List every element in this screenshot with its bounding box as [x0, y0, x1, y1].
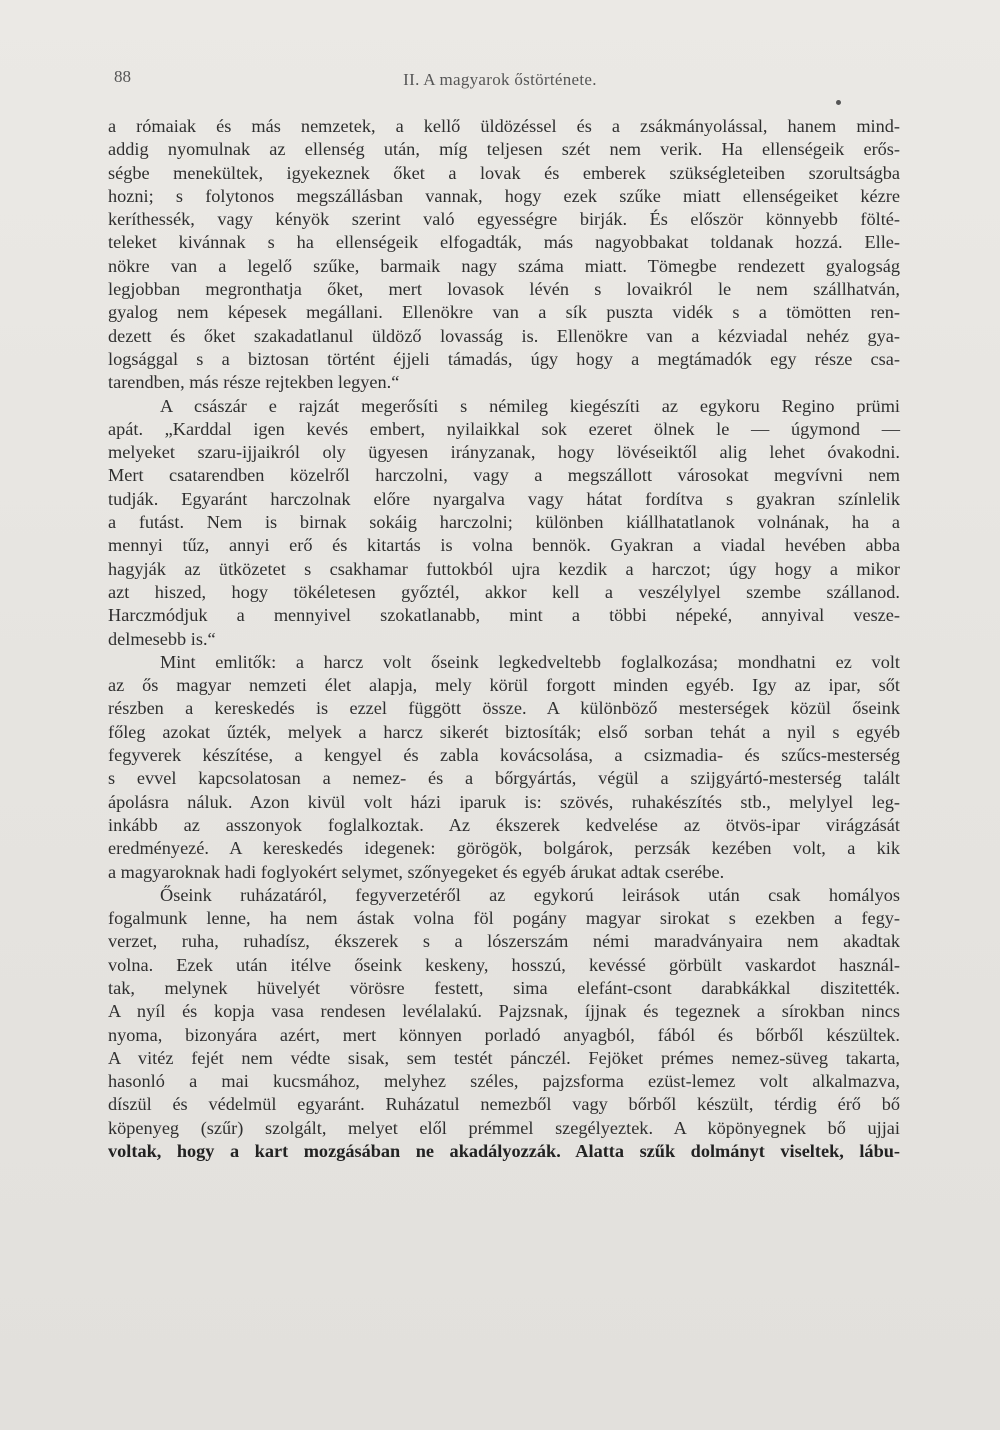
ink-speck	[836, 100, 841, 105]
text-line: főleg azokat űzték, melyek a harcz sikerét biztosíták; első sorban tehát a nyil s egyéb	[108, 721, 900, 742]
text-line: tudják. Egyaránt harczolnak előre nyargalva vagy hátat fordítva s gyakran színlelik	[108, 488, 900, 509]
body-text	[108, 115, 900, 1163]
text-line: eredményezé. A kereskedés idegenek: görögök, bolgárok, perzsák kezében volt, a kik	[108, 838, 900, 859]
text-line: a magyaroknak hadi foglyokért selymet, szőnyegeket és egyéb árukat adtak cserébe.	[108, 861, 725, 882]
text-line: melyeket szaru-ijjaikról oly ügyesen irányzanak, hogy lövéseiktől alig lehet óvakodni.	[108, 442, 900, 463]
text-line: az ős magyar nemzeti élet alapja, mely körül forgott minden egyéb. Igy az ipar, sőt	[108, 675, 900, 696]
text-line: a rómaiak és más nemzetek, a kellő üldözéssel és a zsákmányolással, hanem mind-	[108, 116, 900, 136]
text-line: mennyi tűz, annyi erő és kitartás is volna bennök. Gyakran a viadal hevében abba	[108, 535, 900, 556]
text-line: Őseink ruházatáról, fegyverzetéről az egykorú leirások után csak homályos	[160, 884, 900, 905]
text-line: legjobban megronthatja őket, mert lovasok lévén s lovaikról le nem szállhatván,	[108, 279, 900, 300]
text-line: keríthessék, vagy kényök szerint való egyességre birják. És először könnyebb fölté-	[108, 209, 900, 230]
text-line: apát. „Karddal igen kevés embert, nyilaikkal sok ezeret ölnek le — úgymond —	[108, 418, 900, 439]
text-line: ápolásra náluk. Azon kivül volt házi iparuk is: szövés, ruhakészítés stb., melylyel leg-	[108, 791, 900, 812]
text-line: köpenyeg (szűr) szolgált, melyet elől prémmel szegélyeztek. A köpönyegnek bő ujjai	[108, 1117, 900, 1138]
text-line: Harczmódjuk a mennyivel szokatlanabb, mint a többi népeké, annyival vesze-	[108, 605, 900, 626]
text-line: delmesebb is.“	[108, 628, 216, 649]
text-line: teleket kivánnak s ha ellenségeik elfogadták, más nagyobbakat toldanak hozzá. Elle-	[108, 232, 900, 253]
text-line: ségbe menekültek, igyekeznek őket a lovak és emberek szükségleteiben szorultságba	[108, 162, 900, 183]
text-line: A császár e rajzát megerősíti s némileg kiegészíti az egykoru Regino prümi	[160, 395, 900, 416]
text-line: tak, melynek hüvelyét vörösre festett, sima elefánt-csont darabkákkal diszitették.	[108, 977, 900, 998]
text-line: gyalog nem képesek megállani. Ellenökre van a sík puszta vidék s a tömötten ren-	[108, 302, 900, 323]
text-line: nyoma, bizonyára azért, mert könnyen porladó anyagból, fából és bőrből készültek.	[108, 1024, 900, 1045]
text-line: részben a kereskedés is ezzel függött össze. A különböző mesterségek közül őseink	[108, 698, 900, 719]
text-line: azt hiszed, hogy tökéletesen győztél, akkor kell a veszélylyel szembe szállanod.	[108, 581, 900, 602]
text-line: tarendben, más része rejtekben legyen.“	[108, 372, 400, 393]
text-line: addig nyomulnak az ellenség után, míg teljesen szét nem verik. Ha ellenségeik erős-	[108, 139, 900, 160]
text-line: nökre van a legelő szűke, barmaik nagy száma miatt. Tömegbe rendezett gyalogság	[108, 255, 900, 276]
text-line: hasonló a mai kucsmához, melyhez széles, pajzsforma ezüst-lemez volt alkalmazva,	[108, 1071, 900, 1092]
text-line: fogalmunk lenne, ha nem ástak volna föl pogány magyar sirokat s ezekben a fegy-	[108, 908, 900, 929]
text-line: logsággal s a biztosan történt éjjeli támadás, úgy hogy a megtámadók egy része csa-	[108, 348, 900, 369]
text-line: a futást. Nem is birnak sokáig harczolni; különben kiállhatatlanok volnának, ha a	[108, 512, 900, 533]
running-head: II. A magyarok őstörténete.	[403, 70, 597, 89]
text-line: fegyverek készítése, a kengyel és zabla kovácsolása, a csizmadia- és szűcs-mesterség	[108, 745, 900, 766]
text-line: voltak, hogy a kart mozgásában ne akadályozzák. Alatta szűk dolmányt viseltek, lábu-	[108, 1141, 900, 1162]
text-line: inkább az asszonyok foglalkoztak. Az ékszerek kedvelése az ötvös-ipar virágzását	[108, 814, 900, 835]
text-line: Mint emlitők: a harcz volt őseink legkedveltebb foglalkozása; mondhatni ez volt	[160, 651, 900, 672]
page-number: 88	[114, 67, 131, 86]
text-line: dezett és őket szakadatlanul üldöző lovasság is. Ellenökre van a kézviadal nehéz gya-	[108, 325, 900, 346]
text-line: díszül és védelmül egyaránt. Ruházatul nemezből vagy bőrből készült, térdig érő bő	[108, 1094, 900, 1115]
text-line: Mert csatarendben közelről harczolni, vagy a megszállott városokat megvívni nem	[108, 465, 900, 486]
text-line: A nyíl és kopja vasa rendesen levélalakú. Pajzsnak, íjjnak és tegeznek a sírokban nincs	[108, 1001, 900, 1022]
text-line: s evvel kapcsolatosan a nemez- és a bőrgyártás, végül a szijgyártó-mesterség talált	[108, 768, 900, 789]
text-line: verzet, ruha, ruhadísz, ékszerek s a lószerszám némi maradványaira nem akadtak	[108, 931, 900, 952]
text-line: volna. Ezek után itélve őseink keskeny, hosszú, kevéssé görbült vaskardot használ-	[108, 954, 900, 975]
text-line: hozni; s folytonos megszállásban vannak, hogy ezek szűke miatt ellenségeiket kézre	[108, 185, 900, 206]
text-line: A vitéz fejét nem védte sisak, sem testét pánczél. Fejöket prémes nemez-süveg takarta,	[108, 1047, 900, 1068]
text-line: hagyják az ütközetet s csakhamar futtokból ujra kezdik a harczot; úgy hogy a mikor	[108, 558, 900, 579]
